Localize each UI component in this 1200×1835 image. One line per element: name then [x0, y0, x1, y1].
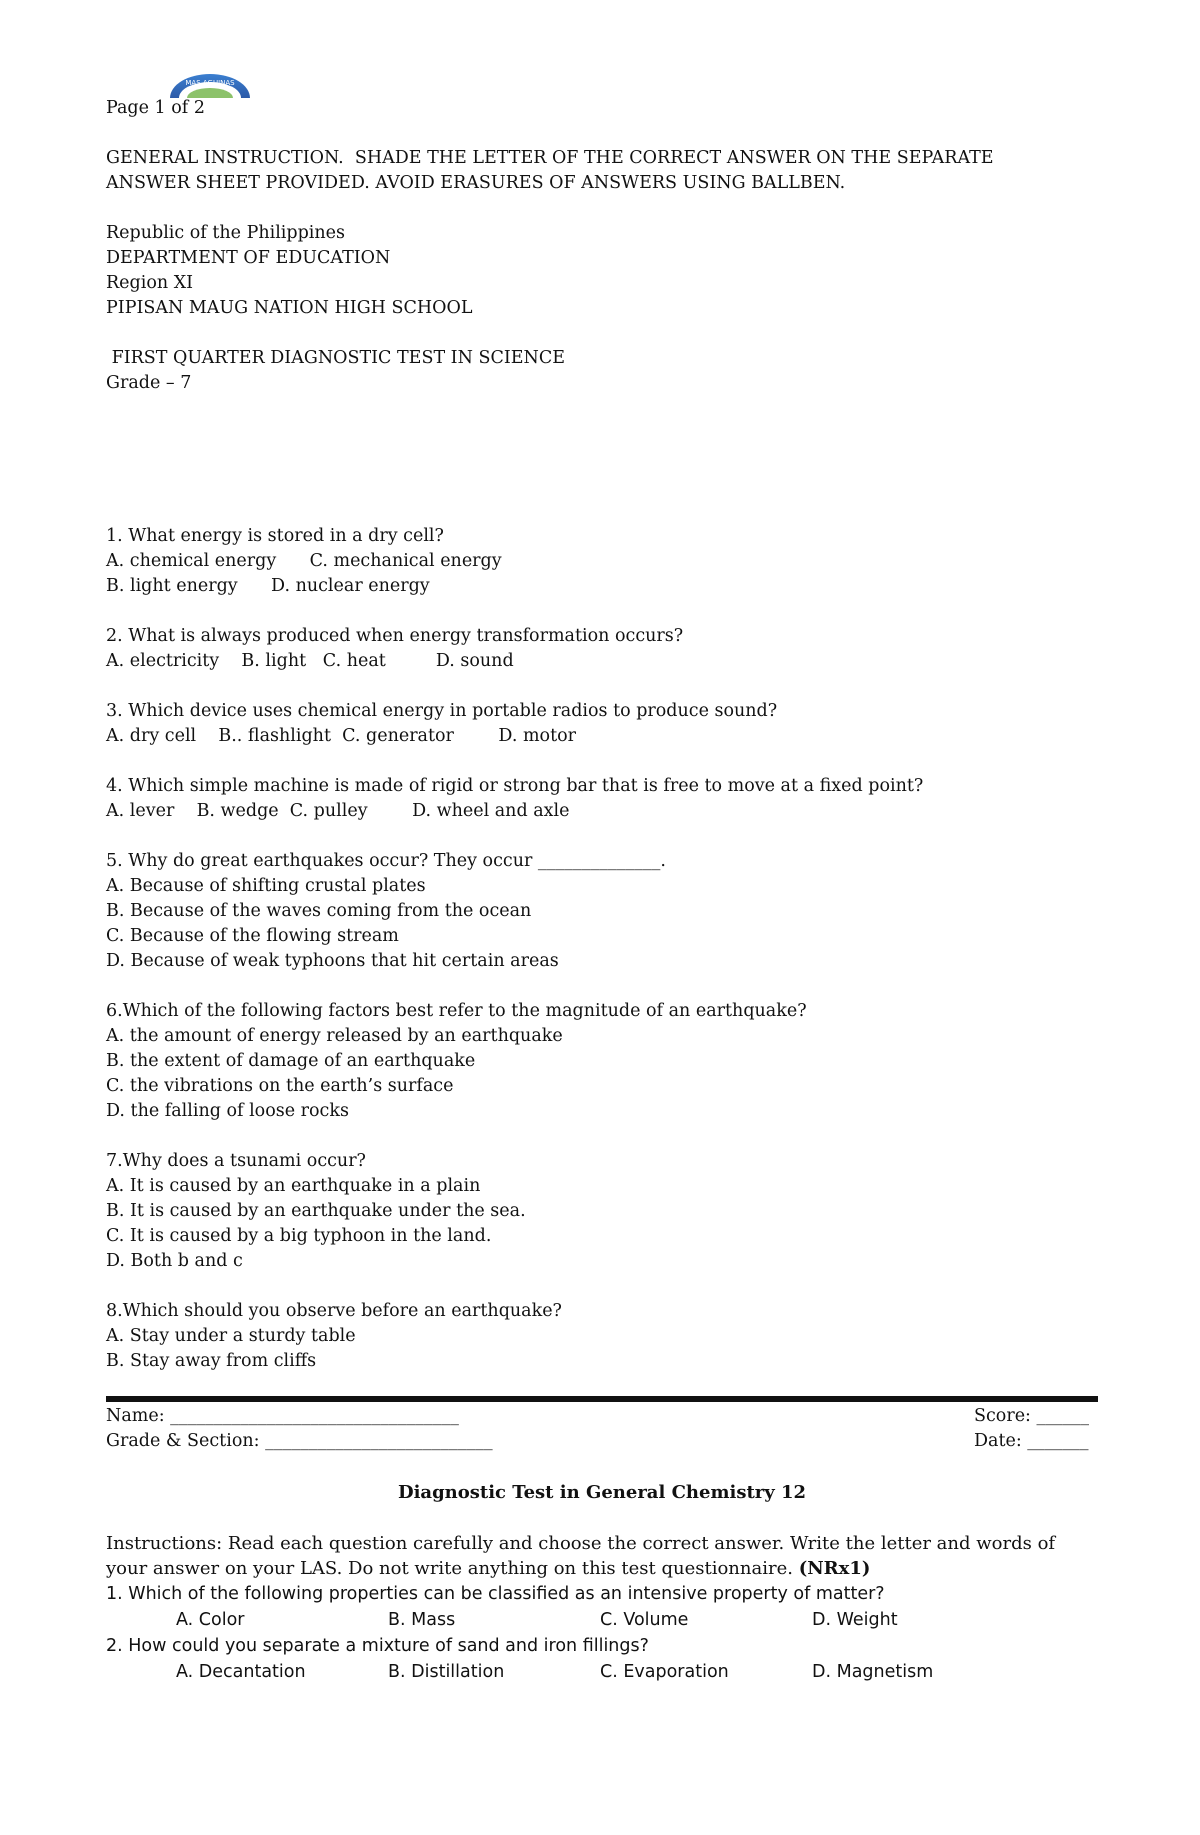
option-line: B. Because of the waves coming from the ocean — [106, 901, 532, 921]
option-line: B. It is caused by an earthquake under the sea. — [106, 1201, 526, 1221]
general-instruction-line-1: GENERAL INSTRUCTION. SHADE THE LETTER OF THE CORRECT ANSWER ON THE SEPARATE — [106, 148, 994, 168]
instructions-line-1: Instructions: Read each question carefully and choose the correct answer. Write the letter and words of — [106, 1533, 1056, 1554]
option-line: A. electricity B. light C. heat D. sound — [106, 651, 514, 671]
option-line: D. Both b and c — [106, 1251, 243, 1271]
question-text: 2. What is always produced when energy transformation occurs? — [106, 626, 684, 646]
question-text: 3. Which device uses chemical energy in portable radios to produce sound? — [106, 701, 778, 721]
option-line: D. the falling of loose rocks — [106, 1101, 349, 1121]
header-school: PIPISAN MAUG NATION HIGH SCHOOL — [106, 298, 473, 318]
page-two — [106, 1404, 1098, 1685]
question-2 — [106, 624, 1106, 674]
header-region: Region XI — [106, 273, 194, 293]
page-number: Page 1 of 2 — [106, 98, 205, 118]
grade-level: Grade – 7 — [106, 373, 192, 393]
question-3 — [106, 699, 1106, 749]
option-line: A. It is caused by an earthquake in a plain — [106, 1176, 481, 1196]
question-text: 4. Which simple machine is made of rigid or strong bar that is free to move at a fixed point? — [106, 776, 924, 796]
name-field-label: Name: _________________________________ — [106, 1406, 459, 1426]
question-8 — [106, 1299, 1106, 1372]
instructions-code: (NRx1) — [798, 1558, 871, 1579]
svg-text:MAS AGUINAS: MAS AGUINAS — [185, 79, 235, 87]
option-line: A. Because of shifting crustal plates — [106, 876, 426, 896]
question-4 — [106, 774, 1106, 824]
question-text: 5. Why do great earthquakes occur? They occur ______________. — [106, 851, 666, 871]
date-field-label: Date: _______ — [974, 1431, 1089, 1451]
option-line: C. Because of the flowing stream — [106, 926, 399, 946]
option-line: C. the vibrations on the earth’s surface — [106, 1076, 454, 1096]
score-field-label: Score: ______ — [974, 1406, 1090, 1426]
option-line: A. lever B. wedge C. pulley D. wheel and axle — [106, 801, 570, 821]
option-line: B. Stay away from cliffs — [106, 1351, 317, 1371]
option-line: A. chemical energy C. mechanical energy — [106, 551, 502, 571]
question-6 — [106, 999, 1106, 1124]
option-b: B. Distillation — [388, 1662, 505, 1682]
question-text: 8.Which should you observe before an earthquake? — [106, 1301, 562, 1321]
question-text: 1. What energy is stored in a dry cell? — [106, 526, 444, 546]
school-logo — [165, 72, 255, 98]
question-1 — [106, 524, 1106, 599]
option-line: B. the extent of damage of an earthquake — [106, 1051, 476, 1071]
question-7 — [106, 1149, 1106, 1274]
general-instruction-line-2: ANSWER SHEET PROVIDED. AVOID ERASURES OF ANSWERS USING BALLBEN. — [106, 173, 846, 193]
question-text: 1. Which of the following properties can be classified as an intensive property of matter? — [106, 1584, 885, 1604]
option-c: C. Evaporation — [600, 1662, 729, 1682]
option-line: C. It is caused by a big typhoon in the land. — [106, 1226, 492, 1246]
option-c: C. Volume — [600, 1610, 689, 1630]
question-text: 6.Which of the following factors best refer to the magnitude of an earthquake? — [106, 1001, 807, 1021]
header-republic: Republic of the Philippines — [106, 223, 346, 243]
option-line: A. the amount of energy released by an earthquake — [106, 1026, 563, 1046]
chem-question-1 — [106, 1581, 1098, 1633]
option-b: B. Mass — [388, 1610, 456, 1630]
option-a: A. Color — [176, 1610, 245, 1630]
option-a: A. Decantation — [176, 1662, 306, 1682]
option-d: D. Magnetism — [812, 1662, 934, 1682]
test-title: FIRST QUARTER DIAGNOSTIC TEST IN SCIENCE — [106, 348, 566, 368]
question-text: 7.Why does a tsunami occur? — [106, 1151, 366, 1171]
chem-question-2 — [106, 1633, 1098, 1685]
option-line: A. dry cell B.. flashlight C. generator D. motor — [106, 726, 577, 746]
grade-section-field-label: Grade & Section: __________________________ — [106, 1431, 493, 1451]
question-5 — [106, 849, 1106, 974]
header-department: DEPARTMENT OF EDUCATION — [106, 248, 391, 268]
option-line: D. Because of weak typhoons that hit certain areas — [106, 951, 559, 971]
question-text: 2. How could you separate a mixture of sand and iron fillings? — [106, 1636, 649, 1656]
chemistry-test-title: Diagnostic Test in General Chemistry 12 — [397, 1482, 807, 1503]
option-d: D. Weight — [812, 1610, 898, 1630]
option-line: B. light energy D. nuclear energy — [106, 576, 430, 596]
page-divider — [106, 1396, 1098, 1402]
instructions-line-2: your answer on your LAS. Do not write anything on this test questionnaire. (NRx1) — [106, 1558, 871, 1579]
option-line: A. Stay under a sturdy table — [106, 1326, 356, 1346]
